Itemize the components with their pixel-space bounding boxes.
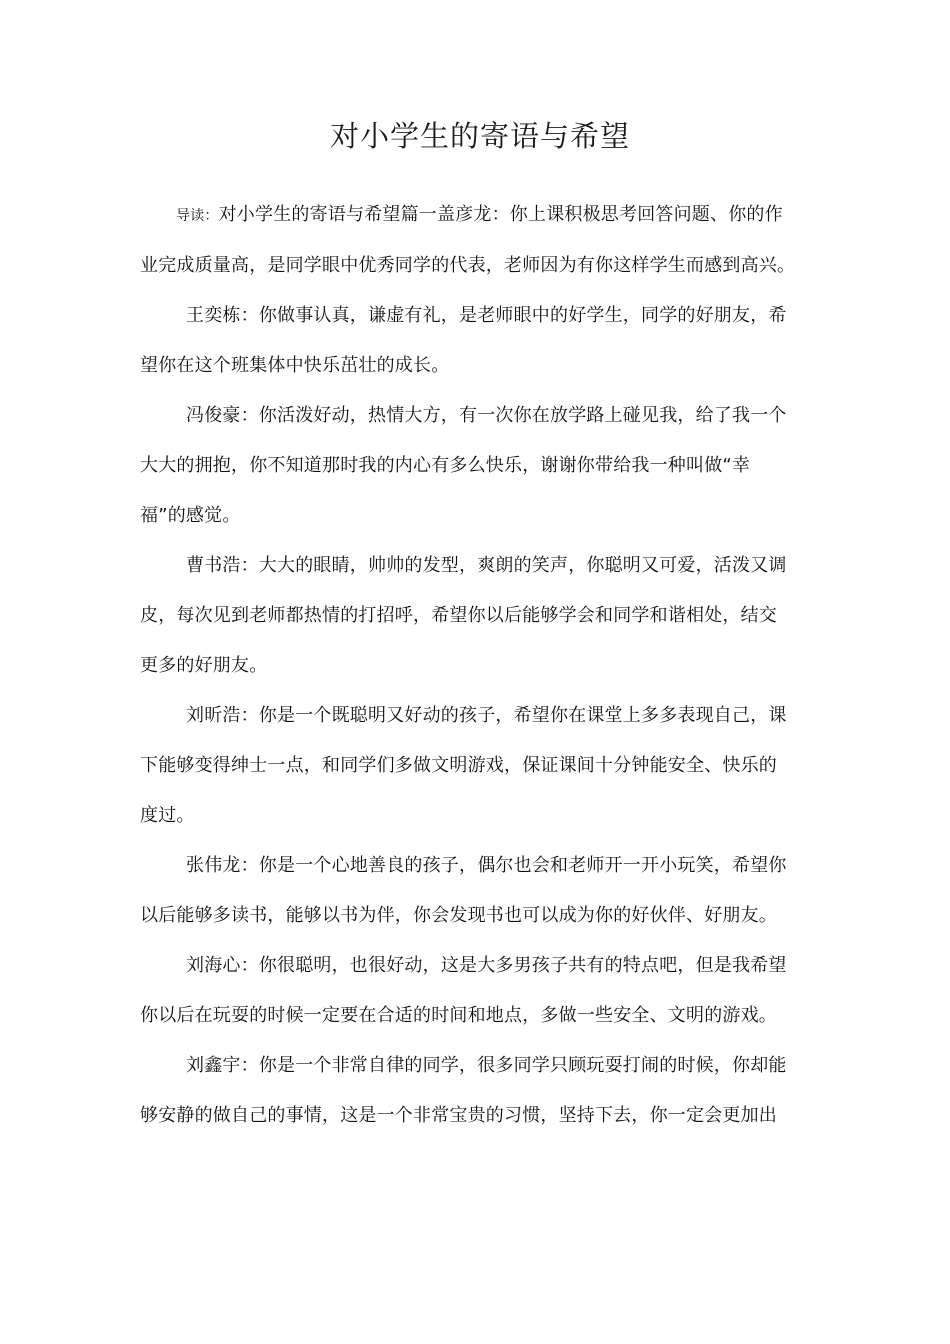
paragraph-line: 你以后在玩耍的时候一定要在合适的时间和地点，多做一些安全、文明的游戏。 (140, 1005, 777, 1026)
paragraph-line: 刘鑫宇：你是一个非常自律的同学，很多同学只顾玩耍打闹的时候，你却能 (186, 1055, 787, 1076)
paragraph-line: 福”的感觉。 (140, 505, 241, 526)
paragraph-line: 业完成质量高，是同学眼中优秀同学的代表，老师因为有你这样学生而感到高兴。 (140, 255, 796, 276)
lead-label: 导读： (176, 208, 219, 224)
paragraph-line: 冯俊豪：你活泼好动，热情大方，有一次你在放学路上碰见我，给了我一个 (186, 405, 787, 426)
paragraph-line (140, 190, 820, 241)
paragraph-line: 度过。 (140, 805, 195, 826)
paragraph-intro (140, 190, 820, 291)
paragraph-line: 曹书浩：大大的眼睛，帅帅的发型，爽朗的笑声，你聪明又可爱，活泼又调 (186, 555, 787, 576)
paragraph-line: 皮，每次见到老师都热情的打招呼，希望你以后能够学会和同学和谐相处，结交 (140, 605, 777, 626)
paragraph-line: 王奕栋：你做事认真，谦虚有礼，是老师眼中的好学生，同学的好朋友，希 (186, 305, 787, 326)
document-body (140, 190, 820, 1141)
paragraph-line: 够安静的做自己的事情，这是一个非常宝贵的习惯，坚持下去，你一定会更加出 (140, 1105, 777, 1126)
line-text: 对小学生的寄语与希望篇一盖彦龙：你上课积极思考回答问题、你的作 (218, 204, 783, 225)
paragraph-line: 张伟龙：你是一个心地善良的孩子，偶尔也会和老师开一开小玩笑，希望你 (186, 855, 787, 876)
paragraph-line: 更多的好朋友。 (140, 655, 268, 676)
paragraph-liu-xinhao (140, 691, 820, 841)
paragraph-line: 望你在这个班集体中快乐茁壮的成长。 (140, 355, 450, 376)
paragraph-wang (140, 291, 820, 391)
paragraph-line: 大大的拥抱，你不知道那时我的内心有多么快乐，谢谢你带给我一种叫做“幸 (140, 455, 751, 476)
paragraph-line: 下能够变得绅士一点，和同学们多做文明游戏，保证课间十分钟能安全、快乐的 (140, 755, 777, 776)
paragraph-liu-haixin (140, 941, 820, 1041)
paragraph-line: 刘海心：你很聪明，也很好动，这是大多男孩子共有的特点吧，但是我希望 (186, 955, 787, 976)
paragraph-cao (140, 541, 820, 691)
paragraph-line: 以后能够多读书，能够以书为伴，你会发现书也可以成为你的好伙伴、好朋友。 (140, 905, 777, 926)
page-title: 对小学生的寄语与希望 (329, 119, 630, 153)
paragraph-line: 刘昕浩：你是一个既聪明又好动的孩子，希望你在课堂上多多表现自己，课 (186, 705, 787, 726)
paragraph-zhang (140, 841, 820, 941)
paragraph-liu-xinyu (140, 1041, 820, 1141)
paragraph-feng (140, 391, 820, 541)
